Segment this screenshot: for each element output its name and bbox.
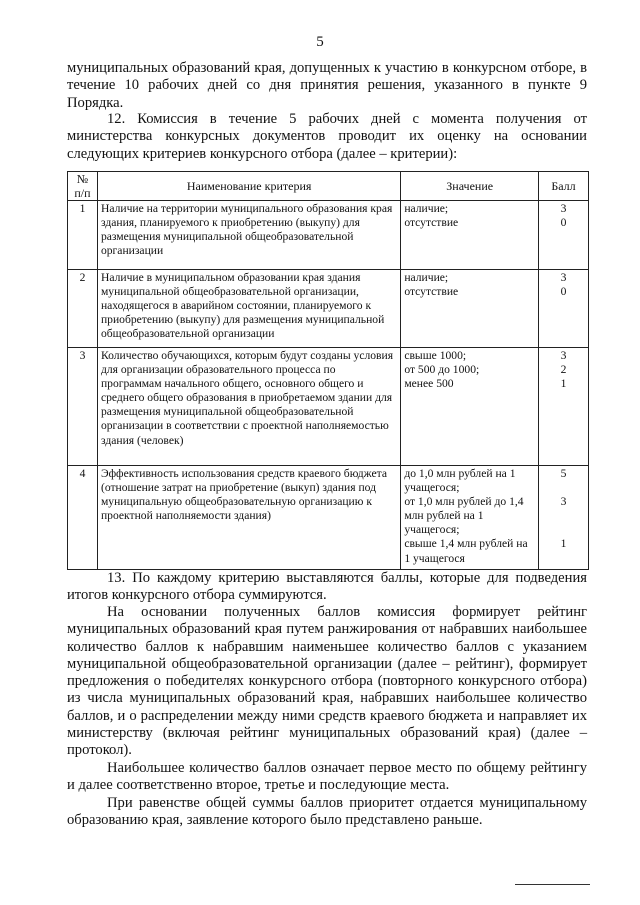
criterion-scores bbox=[539, 348, 589, 466]
criterion-scores bbox=[539, 466, 589, 570]
value-option: свыше 1000; bbox=[404, 349, 467, 362]
criterion-name: Количество обучающихся, которым будут созданы условия для организации образовательного процесса по программам начального общего, основного общего и среднего общего образования в приобретаемом здании для размещения муниципальной общеобразовательной организации в соответствии с проектной наполняемостью здания (человек) bbox=[97, 348, 400, 466]
value-option: отсутствие bbox=[404, 216, 459, 230]
criterion-values bbox=[401, 270, 539, 348]
score-value: 1 bbox=[560, 377, 567, 391]
page-number: 5 bbox=[316, 34, 324, 50]
score-value: 3 bbox=[560, 349, 567, 362]
header-value: Значение bbox=[401, 172, 539, 201]
value-option: от 1,0 млн рублей до 1,4 млн рублей на 1 учащегося; bbox=[404, 495, 524, 537]
value-option: от 500 до 1000; bbox=[404, 363, 480, 377]
header-criterion-name: Наименование критерия bbox=[97, 172, 400, 201]
score-value: 0 bbox=[560, 285, 567, 299]
value-option: свыше 1,4 млн рублей на 1 учащегося bbox=[404, 537, 528, 565]
paragraph-continuation: муниципальных образований края, допущенных к участию в конкурсном отборе, в течение 10 рабочих дней со дня принятия решения, указанного в пункте 9 Порядка. bbox=[67, 60, 587, 111]
footer-divider-line bbox=[515, 884, 590, 885]
criterion-values bbox=[401, 466, 539, 570]
value-option: отсутствие bbox=[404, 285, 459, 299]
criterion-name: Наличие в муниципальном образовании края здания муниципальной общеобразовательной организации, находящегося в аварийном состоянии, планируемого к приобретению (выкупу) для размещения муниципальной общеобразовательной организации bbox=[97, 270, 400, 348]
criterion-values bbox=[401, 348, 539, 466]
score-value: 1 bbox=[560, 537, 567, 551]
criterion-scores bbox=[539, 270, 589, 348]
criterion-name: Наличие на территории муниципального образования края здания, планируемого к приобретению (выкупу) для размещения муниципальной общеобразовательной организации bbox=[97, 201, 400, 270]
score-value: 2 bbox=[560, 363, 567, 377]
score-value: 3 bbox=[560, 495, 567, 509]
row-number: 2 bbox=[68, 270, 98, 348]
value-option: наличие; bbox=[404, 202, 449, 215]
paragraph-equal-points: При равенстве общей суммы баллов приоритет отдается муниципальному образованию края, заявление которого было представлено раньше. bbox=[67, 795, 587, 829]
table-row bbox=[68, 270, 589, 348]
score-value: 5 bbox=[560, 467, 567, 480]
row-number: 3 bbox=[68, 348, 98, 466]
paragraph-most-points: Наибольшее количество баллов означает первое место по общему рейтингу и далее соответственно второе, третье и последующие места. bbox=[67, 760, 587, 794]
score-spacer bbox=[542, 481, 585, 495]
table-row bbox=[68, 348, 589, 466]
criterion-name: Эффективность использования средств краевого бюджета (отношение затрат на приобретение (выкуп) здания под муниципальную общеобразовательную организацию к проектной наполняемости здания) bbox=[97, 466, 400, 570]
score-value: 3 bbox=[560, 202, 567, 215]
value-option: до 1,0 млн рублей на 1 учащегося; bbox=[404, 467, 516, 495]
criteria-table bbox=[67, 171, 589, 570]
table-row bbox=[68, 201, 589, 270]
paragraph-rating: На основании полученных баллов комиссия формирует рейтинг муниципальных образований края путем ранжирования от набравших наибольшее количество баллов к набравшим наименьшее количество баллов с указанием муниципальной общеобразовательной организации (далее – рейтинг), формирует предложения о победителях конкурсного отбора (повторного конкурсного отбора) из числа муниципальных образований края, набравших наибольшее количество баллов, и о распределении между ними средств краевого бюджета и направляет их министерству (включая рейтинг муниципальных образований края) (далее – протокол). bbox=[67, 604, 587, 759]
table-row bbox=[68, 466, 589, 570]
score-spacer bbox=[542, 509, 585, 537]
paragraph-13: 13. По каждому критерию выставляются баллы, которые для подведения итогов конкурсного отбора суммируются. bbox=[67, 570, 587, 604]
value-option: менее 500 bbox=[404, 377, 454, 391]
criterion-values bbox=[401, 201, 539, 270]
table-header-row bbox=[68, 172, 589, 201]
header-number: № п/п bbox=[68, 172, 98, 201]
criterion-scores bbox=[539, 201, 589, 270]
row-number: 4 bbox=[68, 466, 98, 570]
score-value: 3 bbox=[560, 271, 567, 284]
value-option: наличие; bbox=[404, 271, 449, 284]
score-value: 0 bbox=[560, 216, 567, 230]
header-score: Балл bbox=[539, 172, 589, 201]
paragraph-12: 12. Комиссия в течение 5 рабочих дней с момента получения от министерства конкурсных документов проводит их оценку на основании следующих критериев конкурсного отбора (далее – критерии): bbox=[67, 111, 587, 162]
row-number: 1 bbox=[68, 201, 98, 270]
